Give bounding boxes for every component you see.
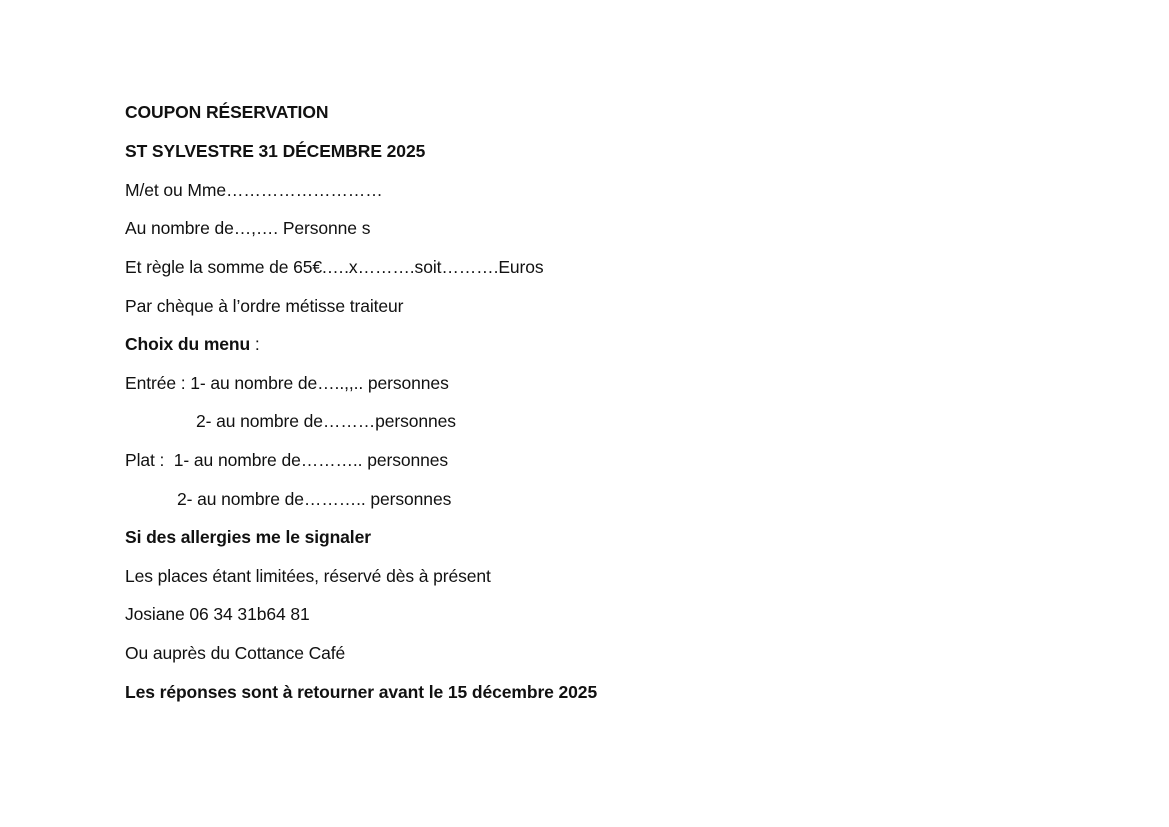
menu-heading-line xyxy=(125,333,260,355)
entree-option-1: Entrée : 1- au nombre de…..,,.. personnes xyxy=(125,373,449,393)
deadline-note: Les réponses sont à retourner avant le 15 décembre 2025 xyxy=(125,682,598,702)
payment-line: Et règle la somme de 65€.….x……….soit……….Euros xyxy=(125,257,544,277)
cheque-line: Par chèque à l’ordre métisse traiteur xyxy=(125,296,404,316)
menu-heading: Choix du menu xyxy=(125,334,251,354)
limited-places-note: Les places étant limitées, réservé dès à présent xyxy=(125,566,491,586)
persons-line: Au nombre de…,…. Personne s xyxy=(125,218,371,238)
cafe-note: Ou auprès du Cottance Café xyxy=(125,643,346,663)
plat-option-1: Plat : 1- au nombre de……….. personnes xyxy=(125,450,449,470)
plat-option-2: 2- au nombre de……….. personnes xyxy=(177,489,452,509)
allergies-note: Si des allergies me le signaler xyxy=(125,527,371,547)
contact-phone: Josiane 06 34 31b64 81 xyxy=(125,604,310,624)
coupon-title: COUPON RÉSERVATION xyxy=(125,102,329,122)
entree-option-2: 2- au nombre de………personnes xyxy=(196,411,456,431)
name-line: M/et ou Mme……………………… xyxy=(125,180,383,200)
menu-heading-colon: : xyxy=(250,334,260,354)
event-title: ST SYLVESTRE 31 DÉCEMBRE 2025 xyxy=(125,141,426,161)
